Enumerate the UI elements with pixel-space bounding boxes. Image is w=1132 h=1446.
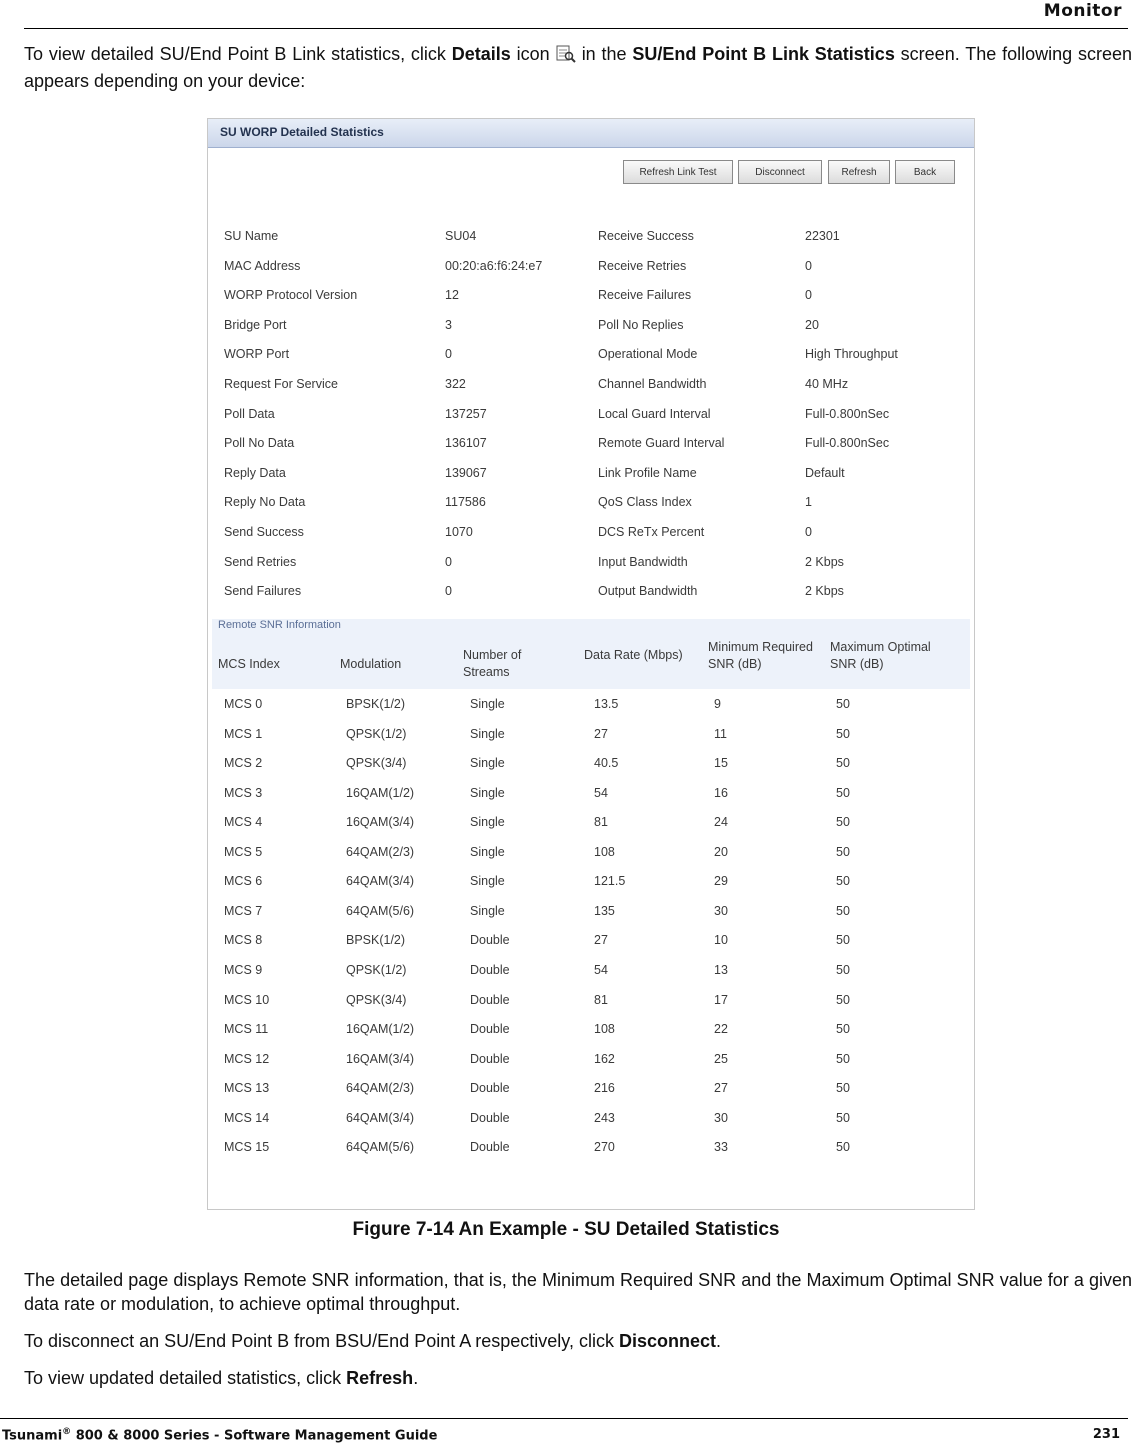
snr-cell: 50 bbox=[836, 993, 850, 1007]
footer-guide-name: 800 & 8000 Series - Software Management Guide bbox=[71, 1428, 438, 1444]
refresh-button[interactable]: Refresh bbox=[828, 160, 890, 184]
snr-cell: Single bbox=[470, 786, 505, 800]
snr-cell: MCS 8 bbox=[224, 933, 263, 947]
snr-cell: 20 bbox=[714, 845, 728, 859]
stat-value: 0 bbox=[805, 259, 812, 273]
snr-cell: QPSK(1/2) bbox=[346, 963, 407, 977]
stat-value: 22301 bbox=[805, 229, 840, 243]
stat-value: 1070 bbox=[445, 525, 473, 539]
snr-column-header: MCS Index bbox=[218, 657, 280, 671]
snr-cell: 50 bbox=[836, 756, 850, 770]
snr-cell: Double bbox=[470, 963, 510, 977]
snr-cell: Double bbox=[470, 1022, 510, 1036]
snr-cell: 64QAM(2/3) bbox=[346, 1081, 415, 1095]
page-number: 231 bbox=[1092, 1427, 1120, 1442]
snr-cell: 16QAM(1/2) bbox=[346, 786, 415, 800]
stat-value: 12 bbox=[445, 288, 459, 302]
figure-title: SU WORP Detailed Statistics bbox=[220, 125, 384, 139]
snr-column-header: Maximum Optimal SNR (dB) bbox=[830, 640, 931, 671]
su-detailed-statistics-screenshot bbox=[207, 118, 975, 1210]
snr-cell: 50 bbox=[836, 697, 850, 711]
intro-text-1: To view detailed SU/End Point B Link statistics, click bbox=[24, 44, 452, 64]
details-icon bbox=[556, 45, 576, 69]
disconnect-button[interactable]: Disconnect bbox=[738, 160, 822, 184]
snr-cell: 81 bbox=[594, 993, 608, 1007]
snr-cell: MCS 10 bbox=[224, 993, 270, 1007]
snr-cell: 16 bbox=[714, 786, 728, 800]
snr-cell: QPSK(1/2) bbox=[346, 727, 407, 741]
snr-cell: 24 bbox=[714, 815, 728, 829]
snr-cell: 27 bbox=[594, 933, 608, 947]
snr-cell: 270 bbox=[594, 1140, 615, 1154]
snr-cell: 121.5 bbox=[594, 874, 626, 888]
intro-paragraph bbox=[24, 42, 1132, 93]
page-header bbox=[24, 0, 1128, 29]
snr-cell: 50 bbox=[836, 1140, 850, 1154]
snr-cell: 11 bbox=[714, 727, 727, 741]
snr-cell: 81 bbox=[594, 815, 608, 829]
back-button[interactable]: Back bbox=[895, 160, 955, 184]
snr-cell: 15 bbox=[714, 756, 728, 770]
snr-cell: Double bbox=[470, 993, 510, 1007]
snr-cell: Double bbox=[470, 1052, 510, 1066]
snr-cell: 135 bbox=[594, 904, 615, 918]
snr-cell: 216 bbox=[594, 1081, 615, 1095]
stat-label: Poll Data bbox=[224, 407, 275, 421]
snr-cell: MCS 13 bbox=[224, 1081, 270, 1095]
snr-cell: QPSK(3/4) bbox=[346, 756, 407, 770]
snr-cell: Single bbox=[470, 815, 505, 829]
snr-cell: 64QAM(5/6) bbox=[346, 1140, 415, 1154]
stat-label: QoS Class Index bbox=[598, 495, 692, 509]
stat-value: 2 Kbps bbox=[805, 555, 844, 569]
snr-cell: 29 bbox=[714, 874, 728, 888]
snr-cell: 27 bbox=[594, 727, 608, 741]
snr-cell: 50 bbox=[836, 874, 850, 888]
snr-cell: MCS 4 bbox=[224, 815, 263, 829]
snr-cell: MCS 2 bbox=[224, 756, 263, 770]
snr-cell: 54 bbox=[594, 963, 608, 977]
figure-title-bar bbox=[208, 119, 974, 148]
stat-label: Send Retries bbox=[224, 555, 297, 569]
snr-cell: Double bbox=[470, 1081, 510, 1095]
snr-cell: Single bbox=[470, 697, 505, 711]
stat-label: Receive Retries bbox=[598, 259, 687, 273]
snr-cell: Single bbox=[470, 845, 505, 859]
paragraph-disconnect bbox=[24, 1329, 1132, 1353]
stat-value: 0 bbox=[445, 584, 452, 598]
stat-value: Full-0.800nSec bbox=[805, 436, 890, 450]
snr-cell: Single bbox=[470, 727, 505, 741]
details-term: Details bbox=[451, 44, 511, 64]
paragraph-refresh bbox=[24, 1366, 1132, 1390]
snr-column-header: Number of Streams bbox=[463, 648, 522, 679]
snr-cell: 50 bbox=[836, 1111, 850, 1125]
snr-cell: BPSK(1/2) bbox=[346, 697, 406, 711]
snr-cell: 50 bbox=[836, 815, 850, 829]
stat-label: Remote Guard Interval bbox=[598, 436, 725, 450]
stat-value: 137257 bbox=[445, 407, 487, 421]
snr-cell: MCS 6 bbox=[224, 874, 263, 888]
snr-cell: 9 bbox=[714, 697, 721, 711]
snr-cell: 10 bbox=[714, 933, 728, 947]
stat-label: Send Failures bbox=[224, 584, 302, 598]
stat-value: 322 bbox=[445, 377, 466, 391]
footer-title bbox=[2, 1427, 437, 1443]
stat-value: 40 MHz bbox=[805, 377, 849, 391]
snr-cell: MCS 0 bbox=[224, 697, 263, 711]
snr-cell: 50 bbox=[836, 933, 850, 947]
section-title: Monitor bbox=[1043, 1, 1122, 21]
stat-label: Poll No Replies bbox=[598, 318, 684, 332]
snr-cell: 27 bbox=[714, 1081, 728, 1095]
stat-value: 20 bbox=[805, 318, 819, 332]
snr-cell: 25 bbox=[714, 1052, 728, 1066]
snr-cell: BPSK(1/2) bbox=[346, 933, 406, 947]
stat-value: 0 bbox=[805, 288, 812, 302]
stat-label: Local Guard Interval bbox=[598, 407, 711, 421]
snr-column-header: Modulation bbox=[340, 657, 402, 671]
stat-value: 117586 bbox=[445, 495, 486, 509]
snr-cell: 30 bbox=[714, 1111, 728, 1125]
snr-cell: 64QAM(3/4) bbox=[346, 874, 415, 888]
snr-cell: 50 bbox=[836, 1052, 850, 1066]
snr-cell: 64QAM(3/4) bbox=[346, 1111, 415, 1125]
stat-label: Receive Failures bbox=[598, 288, 692, 302]
snr-cell: MCS 14 bbox=[224, 1111, 270, 1125]
stat-label: MAC Address bbox=[224, 259, 301, 273]
stat-value: Full-0.800nSec bbox=[805, 407, 890, 421]
stat-label: Send Success bbox=[224, 525, 304, 539]
stat-value: High Throughput bbox=[805, 347, 898, 361]
snr-cell: 54 bbox=[594, 786, 608, 800]
snr-cell: MCS 1 bbox=[224, 727, 263, 741]
intro-text-3: in the bbox=[581, 44, 633, 64]
snr-cell: 50 bbox=[836, 904, 850, 918]
disconnect-term: Disconnect bbox=[618, 1331, 716, 1351]
stat-value: 3 bbox=[445, 318, 452, 332]
snr-cell: 30 bbox=[714, 904, 728, 918]
snr-cell: 162 bbox=[594, 1052, 615, 1066]
stat-label: WORP Protocol Version bbox=[224, 288, 358, 302]
refresh-link-test-button[interactable]: Refresh Link Test bbox=[623, 160, 733, 184]
stat-label: Request For Service bbox=[224, 377, 338, 391]
snr-cell: 64QAM(2/3) bbox=[346, 845, 415, 859]
stat-value: SU04 bbox=[445, 229, 477, 243]
stat-value: 0 bbox=[805, 525, 812, 539]
snr-cell: 50 bbox=[836, 963, 850, 977]
stat-value: 0 bbox=[445, 555, 452, 569]
stat-label: Poll No Data bbox=[224, 436, 295, 450]
snr-cell: 16QAM(3/4) bbox=[346, 1052, 415, 1066]
stat-label: WORP Port bbox=[224, 347, 290, 361]
snr-cell: 16QAM(1/2) bbox=[346, 1022, 415, 1036]
stat-label: Reply No Data bbox=[224, 495, 306, 509]
intro-text-2: icon bbox=[510, 44, 550, 64]
snr-cell: 50 bbox=[836, 1081, 850, 1095]
snr-cell: 22 bbox=[714, 1022, 728, 1036]
snr-cell: 40.5 bbox=[594, 756, 619, 770]
stat-value: 00:20:a6:f6:24:e7 bbox=[445, 259, 543, 273]
snr-cell: MCS 12 bbox=[224, 1052, 270, 1066]
snr-cell: 50 bbox=[836, 845, 850, 859]
para3-text: To view updated detailed statistics, click bbox=[24, 1368, 347, 1388]
refresh-term: Refresh bbox=[346, 1368, 414, 1388]
stat-value: 0 bbox=[445, 347, 452, 361]
snr-column-header: Minimum Required SNR (dB) bbox=[708, 640, 813, 671]
snr-cell: 50 bbox=[836, 786, 850, 800]
snr-cell: Single bbox=[470, 756, 505, 770]
footer-brand: Tsunami bbox=[2, 1428, 63, 1444]
snr-cell: 13 bbox=[714, 963, 728, 977]
snr-cell: 50 bbox=[836, 727, 850, 741]
snr-cell: 50 bbox=[836, 1022, 850, 1036]
page-footer bbox=[0, 1418, 1128, 1445]
snr-column-header: Data Rate (Mbps) bbox=[584, 648, 683, 662]
snr-cell: Double bbox=[470, 933, 510, 947]
stat-value: 136107 bbox=[445, 436, 487, 450]
stat-value: Default bbox=[805, 466, 845, 480]
snr-cell: Single bbox=[470, 874, 505, 888]
stat-value: 139067 bbox=[445, 466, 487, 480]
stat-label: Input Bandwidth bbox=[598, 555, 688, 569]
intro-text-4: screen. The following screen appears depending on your device: bbox=[24, 44, 1132, 91]
stat-label: Operational Mode bbox=[598, 347, 698, 361]
stat-label: SU Name bbox=[224, 229, 279, 243]
stat-label: DCS ReTx Percent bbox=[598, 525, 705, 539]
snr-cell: 108 bbox=[594, 1022, 615, 1036]
stat-label: Reply Data bbox=[224, 466, 286, 480]
snr-cell: MCS 7 bbox=[224, 904, 263, 918]
snr-cell: Double bbox=[470, 1140, 510, 1154]
snr-cell: 33 bbox=[714, 1140, 728, 1154]
snr-cell: MCS 5 bbox=[224, 845, 263, 859]
snr-cell: MCS 9 bbox=[224, 963, 263, 977]
snr-cell: MCS 3 bbox=[224, 786, 263, 800]
figure-caption: Figure 7-14 An Example - SU Detailed Statistics bbox=[352, 1219, 780, 1240]
stat-label: Link Profile Name bbox=[598, 466, 697, 480]
snr-section-title: Remote SNR Information bbox=[218, 619, 341, 631]
para2-end: . bbox=[715, 1331, 721, 1351]
screen-term: SU/End Point B Link Statistics bbox=[632, 44, 895, 64]
para3-end: . bbox=[413, 1368, 419, 1388]
stat-value: 2 Kbps bbox=[805, 584, 844, 598]
stat-value: 1 bbox=[805, 495, 812, 509]
snr-cell: MCS 15 bbox=[224, 1140, 270, 1154]
snr-cell: 13.5 bbox=[594, 697, 619, 711]
snr-cell: 108 bbox=[594, 845, 615, 859]
snr-cell: 17 bbox=[714, 993, 728, 1007]
stat-label: Receive Success bbox=[598, 229, 694, 243]
snr-cell: MCS 11 bbox=[224, 1022, 269, 1036]
stat-label: Bridge Port bbox=[224, 318, 287, 332]
stat-label: Output Bandwidth bbox=[598, 584, 698, 598]
snr-cell: Single bbox=[470, 904, 505, 918]
snr-cell: QPSK(3/4) bbox=[346, 993, 407, 1007]
registered-mark: ® bbox=[62, 1427, 72, 1437]
snr-cell: 243 bbox=[594, 1111, 615, 1125]
snr-cell: Double bbox=[470, 1111, 510, 1125]
snr-cell: 64QAM(5/6) bbox=[346, 904, 415, 918]
snr-cell: 16QAM(3/4) bbox=[346, 815, 415, 829]
paragraph-snr: The detailed page displays Remote SNR information, that is, the Minimum Required SNR and the Maximum Optimal SNR value for a given data rate or modulation, to achieve optimal throughput. bbox=[24, 1270, 1132, 1314]
para2-text: To disconnect an SU/End Point B from BSU/End Point A respectively, click bbox=[24, 1331, 619, 1351]
stat-label: Channel Bandwidth bbox=[598, 377, 707, 391]
